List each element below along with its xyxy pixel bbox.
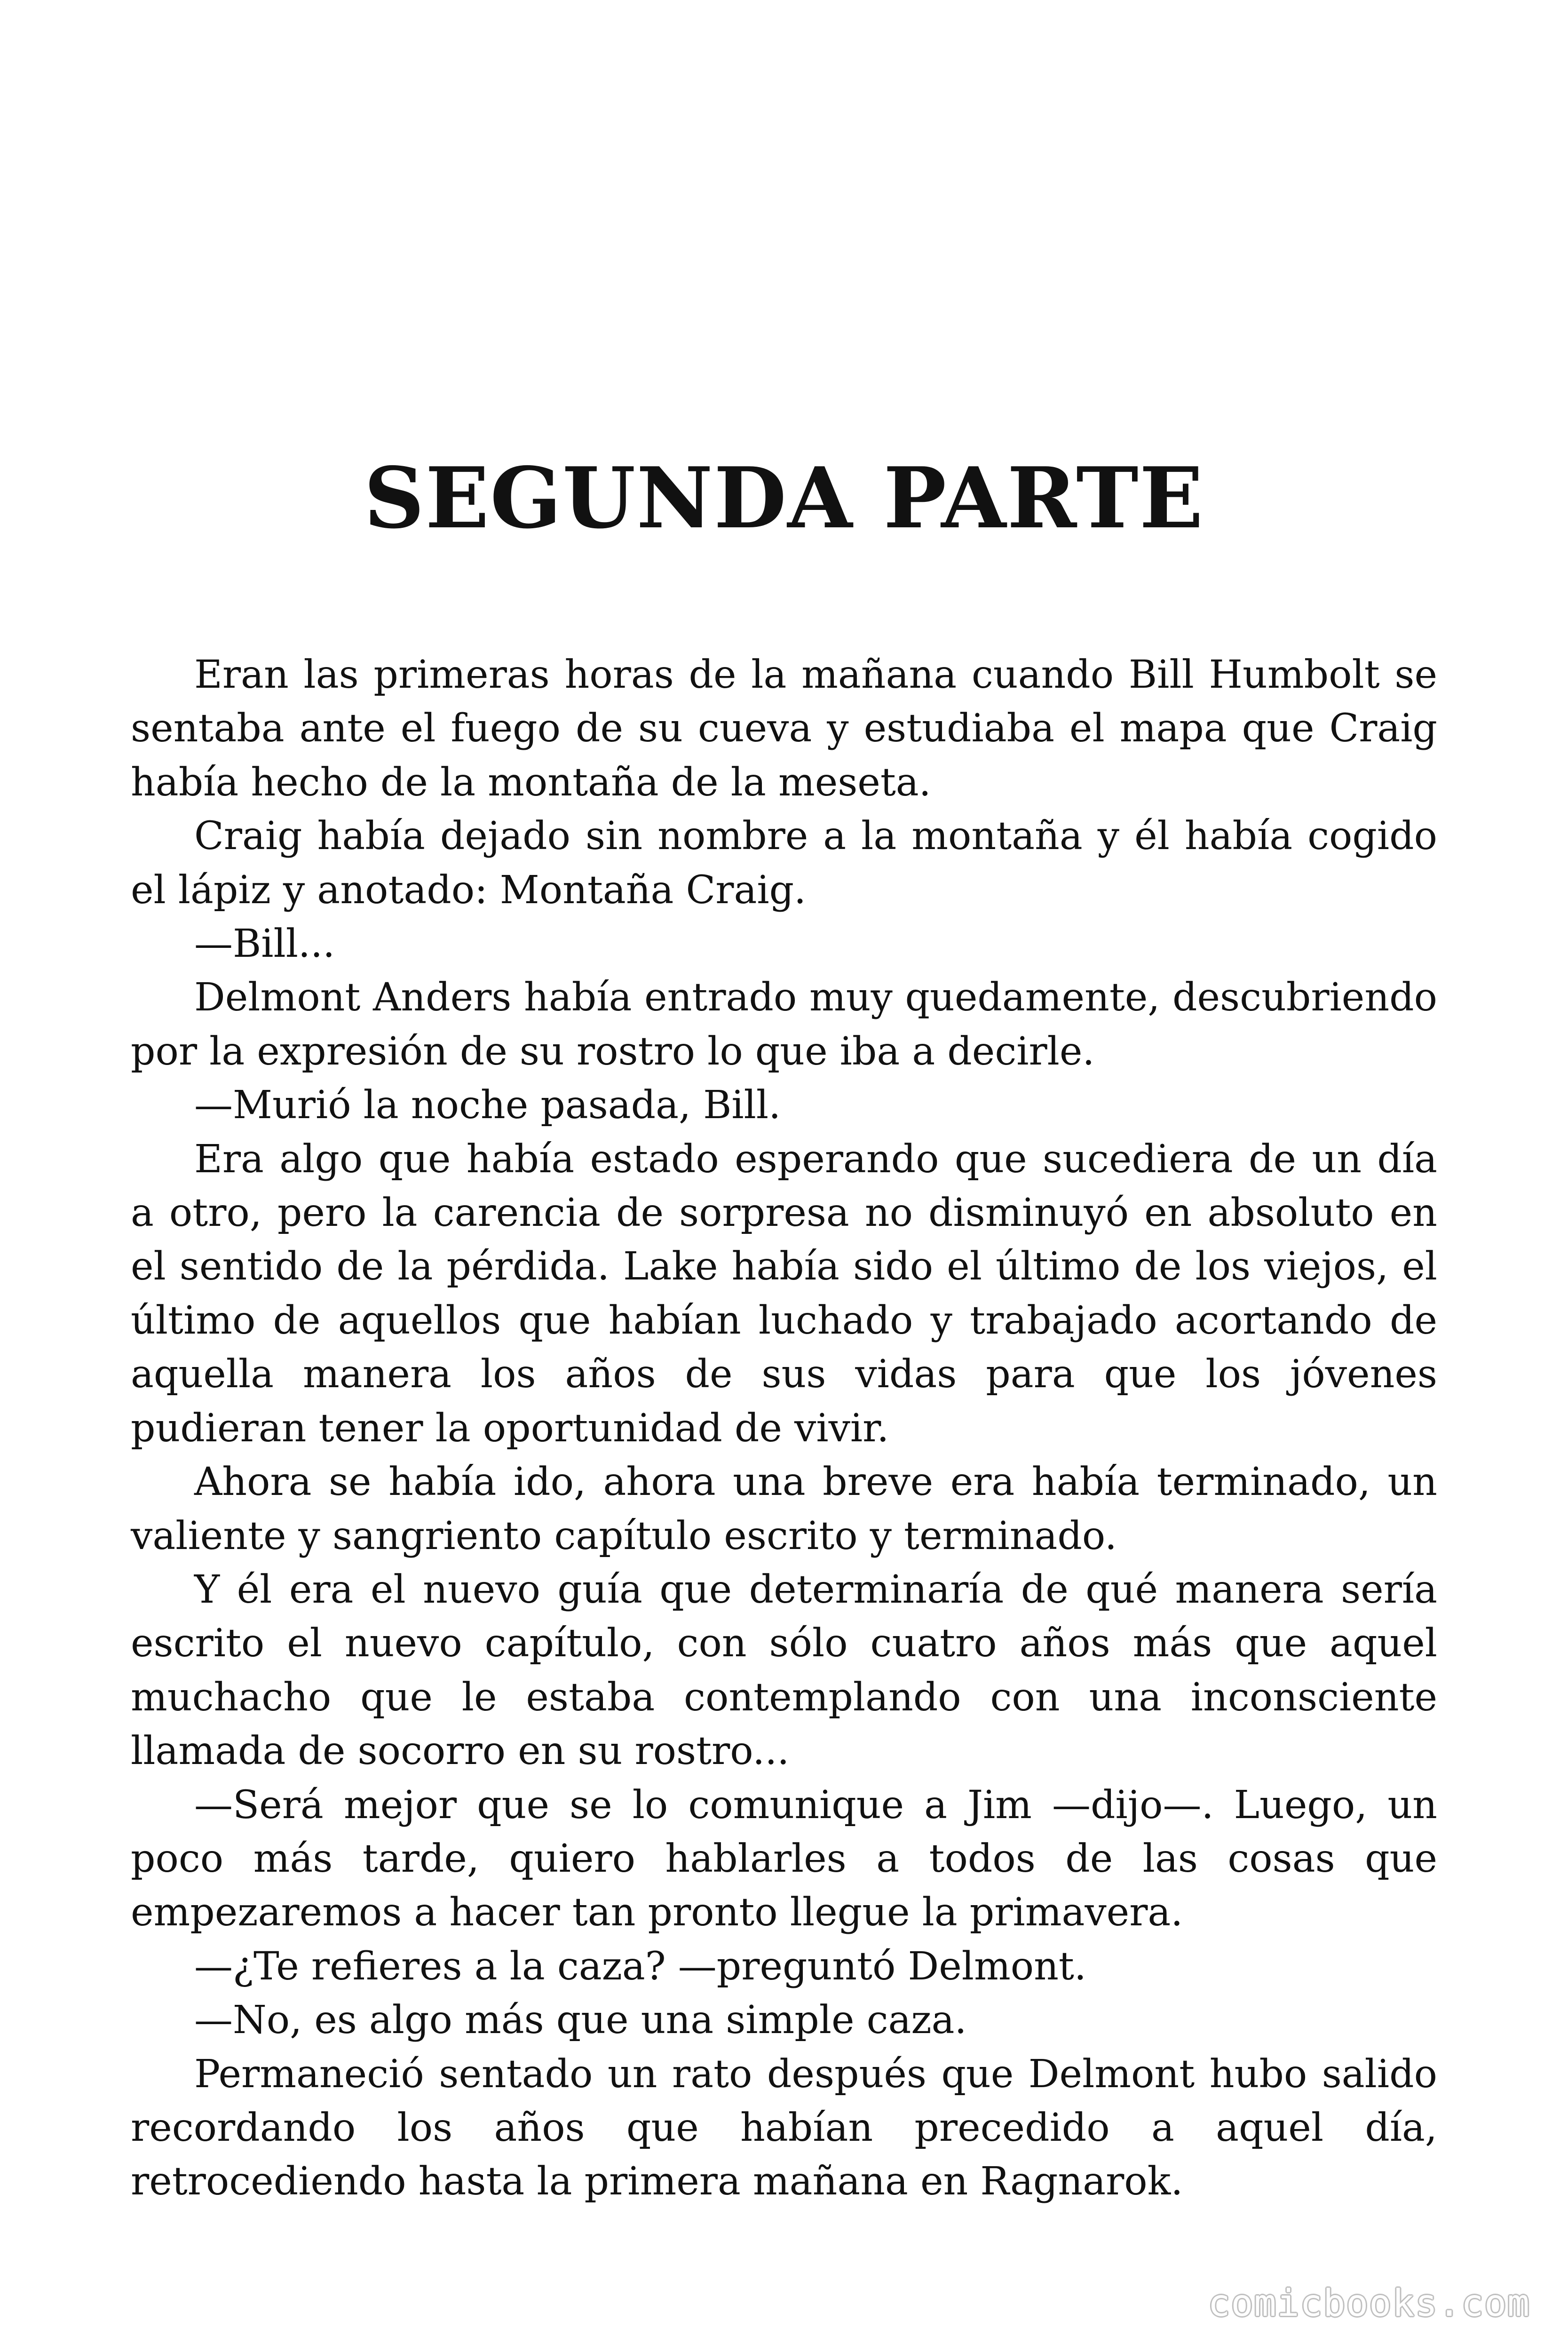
watermark: comicbooks.com xyxy=(1208,2282,1530,2325)
paragraph: Era algo que había estado esperando que sucediera de un día a otro, pero la carencia de sorpresa no disminuyó en absoluto en el sentido de la pérdida. Lake había sido el último de los viejos, el último de aquellos que habían luchado y trabajado acortando de aquella manera los años de sus vidas para que los jóvenes pudieran tener la oportunidad de vivir. xyxy=(131,1136,1437,1451)
paragraph: Y él era el nuevo guía que determinaría de qué manera sería escrito el nuevo capítulo, con sólo cuatro años más que aquel muchacho que le estaba contemplando con una inconsciente llamada de socorro en su rostro... xyxy=(131,1567,1437,1774)
chapter-title: SEGUNDA PARTE xyxy=(364,449,1204,547)
chapter-body xyxy=(131,648,1437,2209)
paragraph: Eran las primeras horas de la mañana cuando Bill Humbolt se sentaba ante el fuego de su cueva y estudiaba el mapa que Craig había hecho de la montaña de la meseta. xyxy=(131,652,1437,805)
paragraph: —Bill... xyxy=(194,922,335,967)
paragraph: —Murió la noche pasada, Bill. xyxy=(194,1083,781,1128)
paragraph: Permaneció sentado un rato después que Delmont hubo salido recordando los años que habían precedido a aquel día, retrocediendo hasta la primera mañana en Ragnarok. xyxy=(131,2051,1437,2204)
paragraph: —No, es algo más que una simple caza. xyxy=(194,1998,967,2043)
paragraph: —Será mejor que se lo comunique a Jim —dijo—. Luego, un poco más tarde, quiero hablarles a todos de las cosas que empezaremos a hacer tan pronto llegue la primavera. xyxy=(131,1782,1437,1935)
paragraph: Ahora se había ido, ahora una breve era había terminado, un valiente y sangriento capítulo escrito y terminado. xyxy=(131,1460,1437,1558)
paragraph: Delmont Anders había entrado muy quedamente, descubriendo por la expresión de su rostro lo que iba a decirle. xyxy=(131,975,1437,1074)
paragraph: —¿Te refieres a la caza? —preguntó Delmont. xyxy=(194,1944,1086,1989)
paragraph: Craig había dejado sin nombre a la montaña y él había cogido el lápiz y anotado: Montaña Craig. xyxy=(131,814,1437,913)
